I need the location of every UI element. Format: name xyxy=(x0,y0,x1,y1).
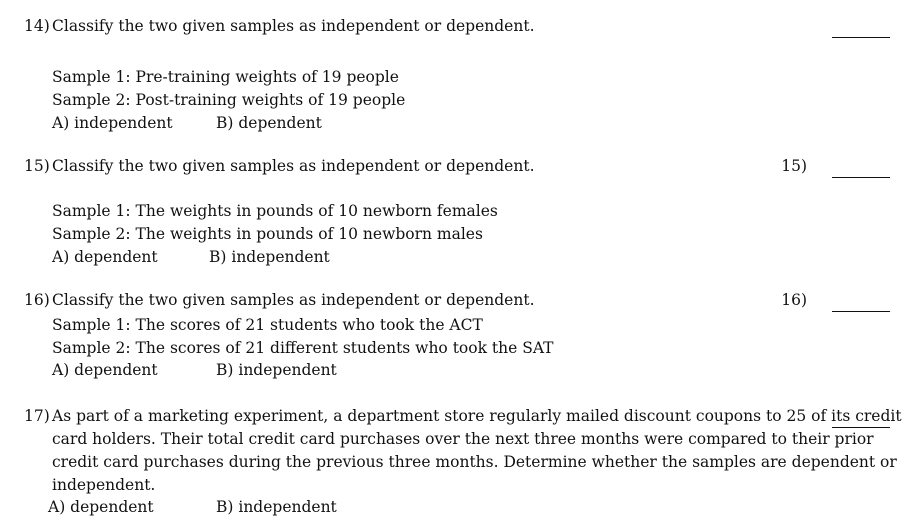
sample-line: Sample 1: Pre-training weights of 19 people xyxy=(52,68,399,86)
question-prompt-line: credit card purchases during the previous three months. Determine whether the samples are dependent or xyxy=(52,453,897,471)
question-prompt-line: As part of a marketing experiment, a department store regularly mailed discount coupons to 25 of its credit xyxy=(52,407,902,425)
sample-line: Sample 1: The scores of 21 students who took the ACT xyxy=(52,316,483,334)
choice-a[interactable]: A) dependent xyxy=(48,498,154,516)
answer-blank[interactable] xyxy=(832,37,890,38)
sample-line: Sample 2: Post-training weights of 19 people xyxy=(52,91,406,109)
question-number: 15) xyxy=(24,157,50,175)
answer-blank[interactable] xyxy=(832,311,890,312)
choice-a[interactable]: A) independent xyxy=(52,114,173,132)
answer-label: 16) xyxy=(781,291,807,309)
question-prompt: Classify the two given samples as independent or dependent. xyxy=(52,291,535,309)
question-prompt: Classify the two given samples as independent or dependent. xyxy=(52,157,535,175)
answer-label: 15) xyxy=(781,157,807,175)
question-prompt-line: card holders. Their total credit card purchases over the next three months were compared to their prior xyxy=(52,430,874,448)
sample-line: Sample 2: The weights in pounds of 10 newborn males xyxy=(52,225,483,243)
choice-a[interactable]: A) dependent xyxy=(52,361,158,379)
sample-line: Sample 2: The scores of 21 different students who took the SAT xyxy=(52,339,554,357)
answer-blank[interactable] xyxy=(832,427,890,428)
question-prompt-line: independent. xyxy=(52,476,156,494)
question-number: 17) xyxy=(24,407,50,425)
choice-a[interactable]: A) dependent xyxy=(52,248,158,266)
answer-blank[interactable] xyxy=(832,177,890,178)
choice-b[interactable]: B) independent xyxy=(209,248,330,266)
choice-b[interactable]: B) independent xyxy=(216,498,337,516)
question-number: 16) xyxy=(24,291,50,309)
sample-line: Sample 1: The weights in pounds of 10 newborn females xyxy=(52,202,498,220)
question-number: 14) xyxy=(24,17,50,35)
choice-b[interactable]: B) dependent xyxy=(216,114,322,132)
question-prompt: Classify the two given samples as independent or dependent. xyxy=(52,17,535,35)
choice-b[interactable]: B) independent xyxy=(216,361,337,379)
